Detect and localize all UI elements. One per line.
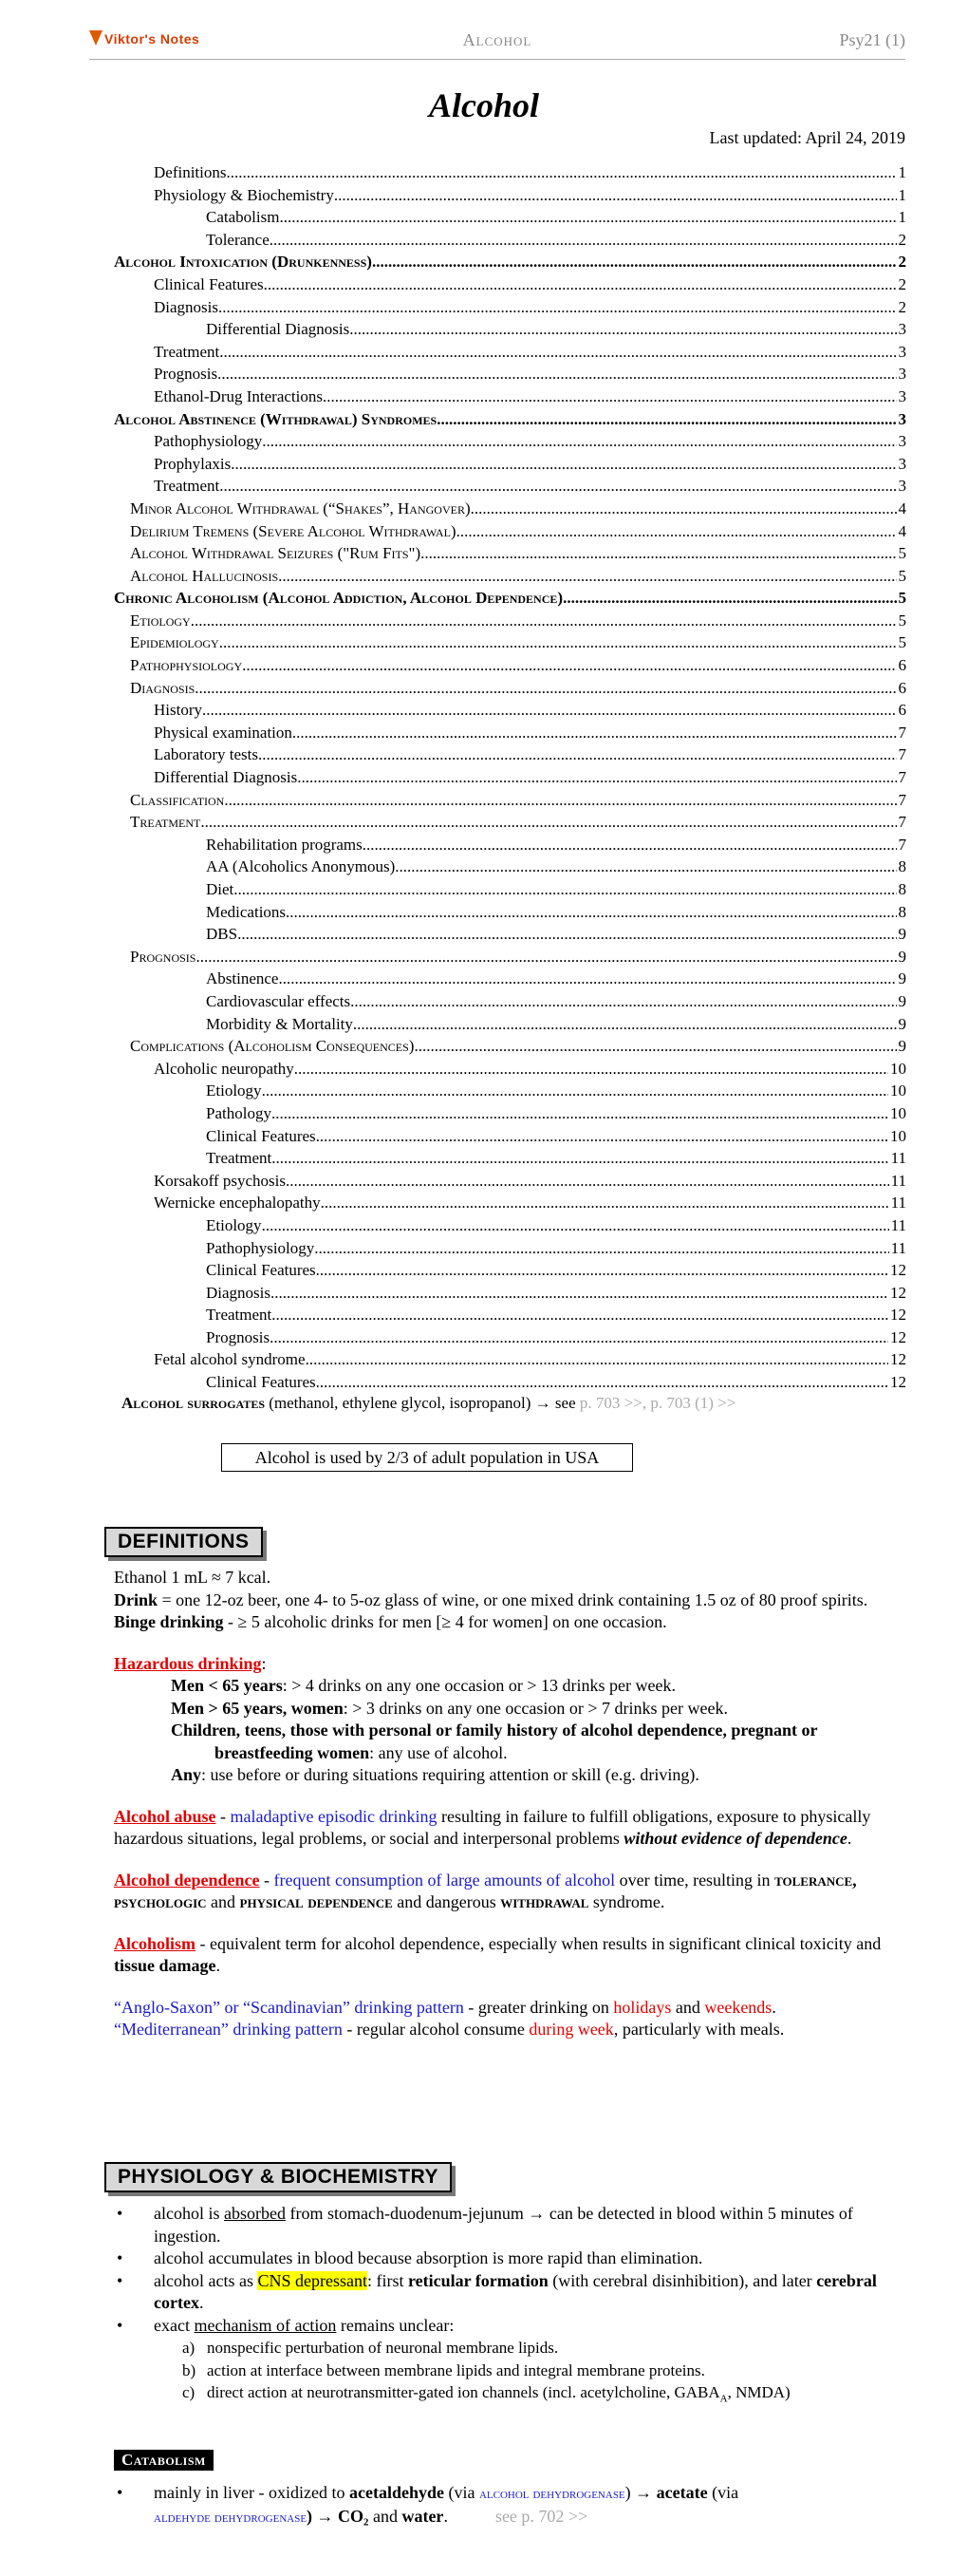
toc-entry-title: Treatment [206,1149,272,1168]
toc-entry-page: 7 [898,745,906,764]
toc-entry-title: Pathophysiology [130,656,243,675]
toc-entry[interactable] [114,408,906,431]
toc-entry-title: Prognosis [206,1327,270,1346]
toc-entry[interactable] [114,677,906,700]
header-page-id: Psy21 (1) [839,30,905,49]
def-hazardous-men-over-65: Men > 65 years, women: > 3 drinks on any one occasion or > 7 drinks per week. [171,1698,728,1718]
toc-leader-dots [271,1304,888,1326]
toc-entry-page: 9 [898,1014,906,1033]
toc-entry-page: 3 [898,320,906,339]
toc-entry-page: 2 [898,297,906,316]
toc-entry-title: Ethanol-Drug Interactions [154,386,323,405]
toc-leader-dots [233,878,896,901]
toc-leader-dots [224,789,896,812]
toc-leader-dots [262,1080,888,1102]
toc-entry-page: 5 [898,566,906,585]
toc-entry-title: AA (Alcoholics Anonymous) [206,857,396,876]
toc-leader-dots [231,453,896,476]
toc-entry-title: Chronic Alcoholism (Alcohol Addiction, Alcohol Dependence) [114,589,564,608]
physiology-body [114,2203,916,2411]
def-hazardous-heading: Hazardous drinking: [114,1653,267,1673]
toc-entry-title: Pathophysiology [154,432,263,451]
surrogates-link-2[interactable]: p. 703 (1) >> [650,1394,736,1412]
toc-leader-dots [349,318,896,341]
toc-entry[interactable] [114,251,906,273]
toc-entry[interactable] [114,520,906,543]
toc-entry[interactable] [114,1170,906,1193]
toc-leader-dots [471,498,897,520]
toc-leader-dots [202,699,897,722]
phys-bullet-cns: • alcohol acts as CNS depressant: first reticular formation (with cerebral disinhibition), and later cerebral cortex. [114,2270,916,2315]
toc-entry[interactable] [114,542,906,565]
toc-entry-title: Classification [130,790,225,809]
toc-entry-title: Morbidity & Mortality [206,1014,353,1033]
toc-entry-page: 9 [898,925,906,944]
toc-entry-title: Alcohol Abstinence (Withdrawal) Syndromes [114,409,437,428]
toc-entry-title: DBS [206,925,238,944]
toc-entry-page: 2 [898,274,906,293]
toc-entry-title: Complications (Alcoholism Consequences) [130,1037,415,1056]
surrogates-label: Alcohol surrogates [121,1394,265,1412]
toc-entry-page: 3 [898,365,906,384]
toc-entry-title: Physical examination [154,723,292,742]
toc-entry-title: Korsakoff psychosis [154,1171,286,1190]
toc-entry[interactable] [114,1058,906,1081]
def-ethanol: Ethanol 1 mL ≈ 7 kcal. [114,1568,271,1587]
toc-entry[interactable] [114,1326,906,1349]
toc-leader-dots [270,1326,888,1349]
toc-leader-dots [350,990,896,1013]
toc-entry[interactable] [114,631,906,654]
toc-leader-dots [306,1348,888,1371]
toc-leader-dots [191,610,897,632]
toc-entry[interactable] [114,654,906,677]
page-header [89,25,905,60]
toc-entry[interactable] [114,1013,906,1036]
toc-leader-dots [271,1102,888,1125]
toc-leader-dots [286,1170,889,1193]
page-title: Alcohol [428,86,539,124]
toc-leader-dots [278,565,896,588]
toc-entry-page: 9 [898,991,906,1010]
usage-callout: Alcohol is used by 2/3 of adult population in USA [221,1443,633,1472]
toc-leader-dots [297,766,896,789]
toc-entry-page: 12 [890,1350,906,1369]
toc-entry-title: Wernicke encephalopathy [154,1194,321,1213]
toc-entry-title: Medications [206,902,287,921]
toc-entry[interactable] [114,587,906,610]
toc-entry[interactable] [114,498,906,520]
toc-entry[interactable] [114,811,906,834]
toc-entry-title: Epidemiology [130,633,219,652]
toc-leader-dots [271,1147,888,1170]
toc-entry-title: Alcohol Withdrawal Seizures ("Rum Fits") [130,544,421,563]
toc-leader-dots [195,946,896,968]
toc-entry[interactable] [114,923,906,946]
toc-entry-title: Prognosis [154,365,218,384]
toc-entry-title: Diagnosis [206,1283,270,1302]
toc-leader-dots [218,296,897,319]
toc-entry-title: Alcohol Hallucinosis [130,566,279,585]
toc-entry-page: 6 [898,701,906,720]
toc-entry-title: Delirium Tremens (Severe Alcohol Withdrawal) [130,521,456,540]
toc-entry[interactable] [114,1237,906,1260]
toc-leader-dots [262,430,896,453]
def-alcohol-abuse: Alcohol abuse - maladaptive episodic drinking resulting in failure to fulfill obligations, exposure to physically hazardous situations, legal problems, or social and interpersonal problems without evidence of dependence. [114,1806,871,1848]
definitions-body [114,1567,916,2041]
toc-entry[interactable] [114,385,906,408]
toc-entry-page: 11 [890,1194,906,1213]
toc-entry-page: 7 [898,835,906,854]
toc-entry-page: 4 [898,498,906,517]
toc-leader-dots [286,901,896,924]
toc-entry-page: 8 [898,902,906,921]
toc-entry[interactable] [114,766,906,789]
toc-entry[interactable] [114,1080,906,1102]
surrogates-line: Alcohol surrogates (methanol, ethylene glycol, isopropanol) → see p. 703 >>, p. 703 (1) >> [121,1394,736,1412]
toc-leader-dots [334,184,897,207]
section-catabolism: Catabolism [114,2450,214,2471]
catabolism-see-link[interactable]: see p. 702 >> [494,2506,588,2526]
toc-entry-title: Definitions [154,163,227,181]
toc-leader-dots [292,722,897,744]
toc-entry-title: Minor Alcohol Withdrawal (“Shakes”, Hangover) [130,498,471,517]
toc-entry-page: 3 [898,432,906,451]
toc-entry-page: 1 [898,208,906,227]
toc-entry[interactable] [114,856,906,878]
toc-leader-dots [456,520,897,543]
toc-entry-title: Diagnosis [154,297,218,316]
toc-leader-dots [270,229,897,252]
toc-entry[interactable] [114,1259,906,1282]
toc-entry-page: 2 [898,230,906,249]
toc-entry-page: 3 [898,409,906,428]
toc-entry-title: Fetal alcohol syndrome [154,1350,306,1369]
logo-text: Viktor's Notes [104,31,200,47]
def-alcoholism: Alcoholism - equivalent term for alcohol dependence, especially when results in significant clinical toxicity and tissue damage. [114,1933,882,1975]
toc-entry-page: 9 [898,947,906,966]
toc-entry-page: 11 [890,1149,906,1168]
phys-bullet-absorption: • alcohol is absorbed from stomach-duodenum-jejunum → can be detected in blood within 5 minutes of ingestion. [114,2203,916,2247]
toc-leader-dots [353,1013,897,1036]
toc-entry[interactable] [114,1035,906,1058]
mechanism-a: a) nonspecific perturbation of neuronal membrane lipids. [182,2339,559,2357]
toc-entry-title: Laboratory tests [154,745,258,764]
toc-leader-dots [219,475,896,498]
toc-entry[interactable] [114,296,906,319]
toc-leader-dots [264,273,897,296]
toc-entry-title: Clinical Features [206,1261,316,1280]
toc-leader-dots [563,587,896,610]
toc-leader-dots [316,1125,888,1148]
toc-entry-page: 3 [898,342,906,361]
toc-entry-title: Rehabilitation programs [206,835,363,854]
toc-leader-dots [195,677,896,700]
toc-entry-page: 12 [890,1283,906,1302]
def-hazardous-children: Children, teens, those with personal or family history of alcohol dependence, pregnant or breastfeeding women: any use of alcohol. [171,1720,818,1762]
toc-leader-dots [279,206,896,229]
toc-entry[interactable] [114,1214,906,1237]
toc-entry-page: 3 [898,454,906,473]
toc-entry[interactable] [114,722,906,744]
toc-entry[interactable] [114,1371,906,1394]
toc-leader-dots [323,385,897,408]
section-definitions: DEFINITIONS [104,1527,263,1557]
toc-leader-dots [395,856,896,878]
def-alcohol-dependence: Alcohol dependence - frequent consumption of large amounts of alcohol over time, resulting in tolerance, psychologic and physical dependence and dangerous withdrawal syndrome. [114,1870,857,1911]
toc-entry-title: Abstinence [206,969,279,988]
toc-entry[interactable] [114,318,906,341]
catabolism-body [114,2482,916,2529]
toc-leader-dots [363,834,897,856]
toc-entry-page: 10 [890,1126,906,1145]
mechanism-b: b) action at interface between membrane lipids and integral membrane proteins. [182,2360,705,2379]
toc-entry-page: 12 [890,1373,906,1392]
toc-entry-page: 5 [898,544,906,563]
toc-entry-page: 2 [898,253,906,272]
toc-leader-dots [372,251,897,273]
toc-leader-dots [219,631,897,654]
toc-leader-dots [316,1371,888,1394]
toc-entry-title: Treatment [206,1306,272,1325]
section-physiology: PHYSIOLOGY & BIOCHEMISTRY [104,2162,452,2192]
toc-leader-dots [217,363,896,385]
toc-entry-page: 4 [898,521,906,540]
toc-entry-title: Clinical Features [154,274,264,293]
toc-leader-dots [237,923,896,946]
toc-leader-dots [219,341,896,364]
toc-entry[interactable] [114,1348,906,1371]
toc-entry[interactable] [114,946,906,968]
toc-entry-title: Alcoholic neuropathy [154,1059,294,1078]
toc-leader-dots [414,1035,896,1058]
def-drink: Drink = one 12-oz beer, one 4- to 5-oz glass of wine, or one mixed drink containing 1.5 oz of 80 proof spirits. [114,1589,868,1609]
toc-leader-dots [321,1192,889,1214]
def-binge: Binge drinking - ≥ 5 alcoholic drinks for men [≥ 4 for women] on one occasion. [114,1612,667,1631]
toc-entry-title: Clinical Features [206,1126,316,1145]
toc-entry[interactable] [114,990,906,1013]
toc-entry-page: 11 [890,1215,906,1234]
toc-entry[interactable] [114,206,906,229]
toc-leader-dots [437,408,896,431]
toc-entry[interactable] [114,453,906,476]
toc-entry[interactable] [114,901,906,924]
toc-entry-page: 5 [898,611,906,630]
toc-leader-dots [262,1214,889,1237]
toc-entry[interactable] [114,341,906,364]
toc-entry-title: Alcohol Intoxication (Drunkenness) [114,253,372,272]
mechanism-c: c) direct action at neurotransmitter-gated ion channels (incl. acetylcholine, $GABA_A$, NMDA) [182,2383,791,2405]
toc-entry[interactable] [114,161,906,184]
toc-entry[interactable] [114,789,906,812]
toc-entry-page: 3 [898,386,906,405]
toc-leader-dots [227,161,897,184]
toc-entry[interactable] [114,1192,906,1214]
toc-leader-dots [294,1058,888,1081]
toc-entry[interactable] [114,834,906,856]
toc-entry-title: Tolerance [206,230,270,249]
toc-entry-title: Physiology & Biochemistry [154,185,334,204]
toc-entry-page: 7 [898,813,906,832]
toc-entry-page: 3 [898,477,906,496]
last-updated: Last updated: April 24, 2019 [709,128,905,147]
toc-entry-title: Treatment [130,813,201,832]
toc-entry-title: Treatment [154,342,220,361]
toc-entry[interactable] [114,1282,906,1305]
toc-leader-dots [278,968,896,990]
toc-entry-page: 10 [890,1059,906,1078]
toc-leader-dots [314,1237,888,1260]
toc-entry-title: Differential Diagnosis [206,320,350,339]
toc-entry[interactable] [114,1125,906,1148]
toc-entry-page: 5 [898,633,906,652]
surrogates-link-1[interactable]: p. 703 >> [579,1394,642,1412]
catabolism-bullet: • mainly in liver - oxidized to acetaldehyde (via alcohol dehydrogenase) → acetate (via aldehyde dehydrogenase) → CO₂ and water. see p. 702 >> [114,2482,916,2529]
toc-entry-page: 12 [890,1327,906,1346]
toc-entry-page: 11 [890,1171,906,1190]
phys-bullet-accumulation: • alcohol accumulates in blood because absorption is more rapid than elimination. [114,2247,916,2270]
toc-entry-title: Diagnosis [130,678,195,697]
toc-entry[interactable] [114,229,906,252]
phys-bullet-mechanism: • exact mechanism of action remains unclear: [114,2315,916,2338]
toc-entry-title: Pathology [206,1103,271,1122]
toc-entry-title: Prognosis [130,947,196,966]
toc-entry-page: 6 [898,656,906,675]
toc-entry-page: 10 [890,1081,906,1100]
toc-leader-dots [270,1282,888,1305]
def-anglo-saxon-pattern: “Anglo-Saxon” or “Scandinavian” drinking pattern - greater drinking on holidays and weekends. [114,1997,776,2017]
toc-entry-title: Differential Diagnosis [154,768,298,787]
toc-entry-page: 1 [898,163,906,181]
toc-entry[interactable] [114,743,906,766]
toc-entry[interactable] [114,610,906,632]
toc-entry-page: 11 [890,1238,906,1257]
toc-entry-page: 7 [898,768,906,787]
toc-entry-page: 10 [890,1103,906,1122]
toc-entry-page: 9 [898,969,906,988]
toc-entry-page: 8 [898,880,906,898]
toc-entry-page: 7 [898,723,906,742]
toc-entry[interactable] [114,1304,906,1326]
toc-entry[interactable] [114,878,906,901]
toc-entry[interactable] [114,475,906,498]
toc-entry-title: Etiology [206,1081,262,1100]
toc-entry-title: Diet [206,880,234,898]
toc-entry-title: History [154,701,202,720]
toc-entry-page: 9 [898,1037,906,1056]
toc-entry[interactable] [114,1102,906,1125]
toc-entry-page: 8 [898,857,906,876]
def-hazardous-men-under-65: Men < 65 years: > 4 drinks on any one occasion or > 13 drinks per week. [171,1676,676,1695]
toc-entry[interactable] [114,273,906,296]
toc-entry[interactable] [114,430,906,453]
toc-entry[interactable] [114,565,906,588]
toc-entry-title: Catabolism [206,208,280,227]
toc-leader-dots [420,542,896,565]
toc-entry-page: 5 [898,589,906,608]
toc-leader-dots [258,743,897,766]
surrogates-text: (methanol, ethylene glycol, isopropanol) → see [265,1394,580,1412]
toc-entry[interactable] [114,184,906,207]
toc-entry[interactable] [114,363,906,385]
toc-entry[interactable] [114,968,906,990]
toc-leader-dots [242,654,896,677]
toc-entry-title: Prophylaxis [154,454,232,473]
toc-entry-title: Pathophysiology [206,1238,315,1257]
toc-entry-title: Etiology [206,1215,262,1234]
toc-entry[interactable] [114,699,906,722]
toc-entry-page: 7 [898,790,906,809]
toc-entry-page: 12 [890,1261,906,1280]
toc-entry-page: 12 [890,1306,906,1325]
toc-entry-page: 6 [898,678,906,697]
toc-entry-title: Etiology [130,611,191,630]
toc-leader-dots [200,811,896,834]
toc-entry-title: Treatment [154,477,220,496]
def-hazardous-any: Any: use before or during situations requiring attention or skill (e.g. driving). [171,1765,699,1784]
toc-leader-dots [316,1259,888,1282]
header-topic: Alcohol [462,30,532,49]
toc-entry-page: 1 [898,185,906,204]
table-of-contents [114,161,906,1394]
toc-entry-title: Cardiovascular effects [206,991,351,1010]
def-mediterranean-pattern: “Mediterranean” drinking pattern - regular alcohol consume during week, particularly with meals. [114,2020,785,2039]
toc-entry[interactable] [114,1147,906,1170]
toc-entry-title: Clinical Features [206,1373,316,1392]
